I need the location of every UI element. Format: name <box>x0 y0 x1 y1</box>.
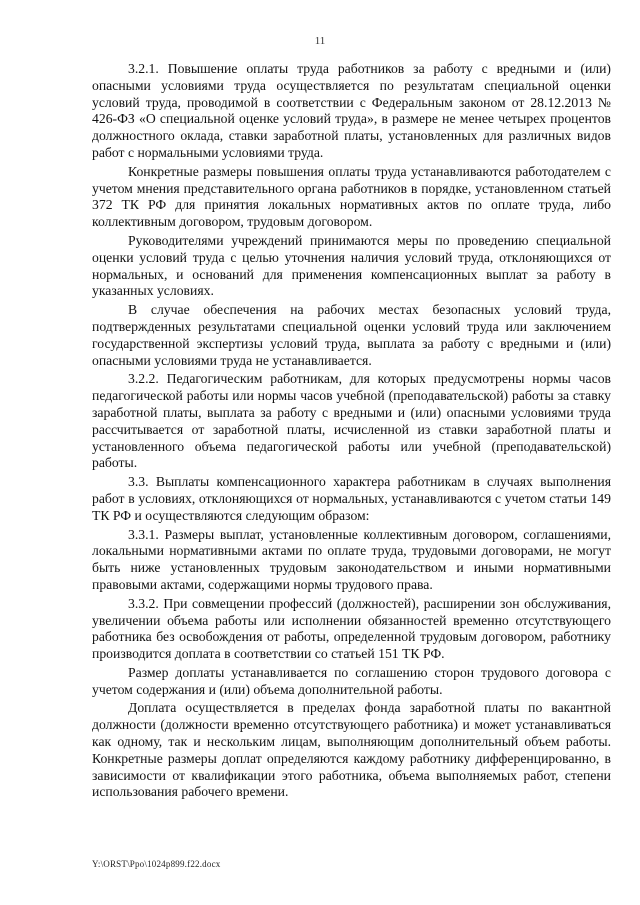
page-number: 11 <box>314 35 326 47</box>
paragraph-specific-sizes: Конкретные размеры повышения оплаты труда устанавливаются работодателем с учетом мнения представительного органа работников в порядке, установленном статьей 372 ТК РФ для принятия локальных нормативных актов по оплате труда, либо коллективным договором, трудовым договором. <box>92 163 611 230</box>
paragraph-managers-measures: Руководителями учреждений принимаются меры по проведению специальной оценки условий труда с целью уточнения наличия условий труда, отклоняющихся от нормальных, и оснований для применения компенсационных выплат за работу в указанных условиях. <box>92 232 611 299</box>
document-body <box>92 61 611 803</box>
paragraph-safe-conditions: В случае обеспечения на рабочих местах безопасных условий труда, подтвержденных результатами специальной оценки условий труда или заключением государственной экспертизы условий труда, выплата за работу с вредными и (или) опасными условиями труда не устанавливается. <box>92 302 611 368</box>
paragraph-3-2-1: 3.2.1. Повышение оплаты труда работников за работу с вредными и (или) опасными условиями труда осуществляется по результатам специальной оценки условий труда, проводимой в соответствии с Федеральным законом от 28.12.2013 № 426-ФЗ «О специальной оценке условий труда», в размере не менее четырех процентов должностного оклада, ставки заработной платы, установленных для различных видов работ с нормальными условиями труда. <box>92 61 611 160</box>
paragraph-3-3-1: 3.3.1. Размеры выплат, установленные коллективным договором, соглашениями, локальными нормативными актами по оплате труда, трудовыми договорами, не могут быть ниже установленных трудовым законодательством и иными нормативными правовыми актами, содержащими нормы трудового права. <box>92 526 611 592</box>
paragraph-3-2-2: 3.2.2. Педагогическим работникам, для которых предусмотрены нормы часов педагогической работы или нормы часов учебной (преподавательской) работы за ставку заработной платы, выплата за работу с вредными и (или) опасными условиями труда рассчитывается от заработной платы, исчисленной из ставки заработной платы и установленного объема педагогической работы или учебной (преподавательской) работы. <box>92 371 611 471</box>
paragraph-3-3-2: 3.3.2. При совмещении профессий (должностей), расширении зон обслуживания, увеличении объема работы или исполнении обязанностей временно отсутствующего работника без освобождения от работы, определенной трудовым договором, работнику производится доплата в соответствии со статьей 151 ТК РФ. <box>92 595 611 662</box>
paragraph-3-3: 3.3. Выплаты компенсационного характера работникам в случаях выполнения работ в условиях, отклоняющихся от нормальных, устанавливаются с учетом статьи 149 ТК РФ и осуществляются следующим образом: <box>92 474 611 523</box>
paragraph-surcharge-fund: Доплата осуществляется в пределах фонда заработной платы по вакантной должности (должности временно отсутствующего работника) и может устанавливаться как одному, так и нескольким лицам, выполняющим дополнительный объем работы. Конкретные размеры доплат определяются каждому работнику дифференцированно, в зависимости от квалификации этого работника, объема выполняемых работ, степени использования рабочего времени. <box>92 700 611 800</box>
footer-file-path: Y:\ORST\Ppo\1024p899.f22.docx <box>92 859 221 869</box>
paragraph-surcharge-size: Размер доплаты устанавливается по соглашению сторон трудового договора с учетом содержания и (или) объема дополнительной работы. <box>92 664 611 697</box>
